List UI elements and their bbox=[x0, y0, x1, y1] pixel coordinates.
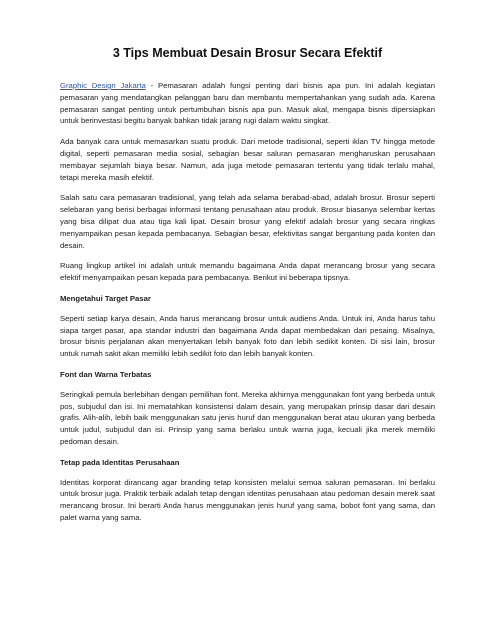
intro-text: - Pemasaran adalah fungsi penting dari bisnis apa pun. Ini adalah kegiatan pemasaran yang mendatangkan pelanggan baru dan membantu mempertahankan yang sudah ada. Karena pemasaran sangat penting untuk pertumbuhan bisnis apa pun. Masuk akal, mengapa bisnis dipersiapkan untuk berinvestasi begitu banyak bahkan tidak jarang rugi dalam waktu singkat. bbox=[60, 81, 435, 126]
section-heading-identitas: Tetap pada Identitas Perusahaan bbox=[60, 457, 180, 467]
intro-paragraph bbox=[60, 80, 435, 127]
paragraph-4: Ruang lingkup artikel ini adalah untuk memandu bagaimana Anda dapat merancang brosur yang secara efektif menyampaikan pesan kepada para pembacanya. Berikut ini beberapa tipsnya. bbox=[60, 261, 435, 283]
paragraph-5: Seperti setiap karya desain, Anda harus merancang brosur untuk audiens Anda. Untuk ini, Anda harus tahu siapa target pasar, apa standar industri dan bagaimana Anda dapat membedakan dari pesaing. Misalnya, brosur bisnis perjalanan akan menyertakan lebih banyak foto dan lebih sedikit konten. Di sisi lain, brosur untuk rumah sakit akan memiliki lebih sedikit foto dan lebih banyak konten. bbox=[60, 313, 435, 359]
paragraph-7: Identitas korporat dirancang agar branding tetap konsisten melalui semua saluran pemasaran. Ini berlaku untuk brosur juga. Praktik terbaik adalah tetap dengan identitas perusahaan atau pedoman desain merek saat merancang brosur. Ini berarti Anda harus menggunakan jenis huruf yang sama, bobot font yang sama, dan palet warna yang sama. bbox=[60, 477, 435, 522]
section-heading-target-pasar: Mengetahui Target Pasar bbox=[60, 293, 151, 303]
section-heading-font-warna: Font dan Warna Terbatas bbox=[60, 369, 152, 379]
paragraph-2: Ada banyak cara untuk memasarkan suatu produk. Dari metode tradisional, seperti iklan TV hingga metode digital, seperti pemasaran media sosial, sebagian besar saluran pemasaran mengharuskan perusahaan membayar sejumlah biaya besar. Namun, ada juga metode pemasaran tertentu yang tidak terlalu mahal, tetapi mereka masih efektif. bbox=[60, 137, 435, 182]
paragraph-6: Seringkali pemula berlebihan dengan pemilihan font. Mereka akhirnya menggunakan font yang berbeda untuk pos, subjudul dan isi. Ini mematahkan konsistensi dalam desain, yang merupakan prinsip dasar dari desain grafis. Alih-alih, lebih baik menggunakan satu jenis huruf dan menggunakan berat atau ukuran yang berbeda untuk judul, subjudul dan isi. Prinsip yang sama berlaku untuk warna juga, kecuali jika merek memiliki pedoman desain. bbox=[60, 389, 435, 446]
article-title: 3 Tips Membuat Desain Brosur Secara Efektif bbox=[112, 46, 383, 60]
graphic-design-jakarta-link[interactable]: Graphic Design Jakarta bbox=[60, 81, 146, 90]
paragraph-3: Salah satu cara pemasaran tradisional, yang telah ada selama berabad-abad, adalah brosur. Brosur seperti selebaran yang berisi berbagai informasi tentang perusahaan atau produk. Brosur biasanya selembar kertas yang bisa dilipat dua atau tiga kali lipat. Desain brosur yang efektif adalah brosur yang secara ringkas menyampaikan pesan kepada pembacanya. Sebagian besar, efektivitas sangat bergantung pada konten dan desain. bbox=[60, 193, 435, 250]
